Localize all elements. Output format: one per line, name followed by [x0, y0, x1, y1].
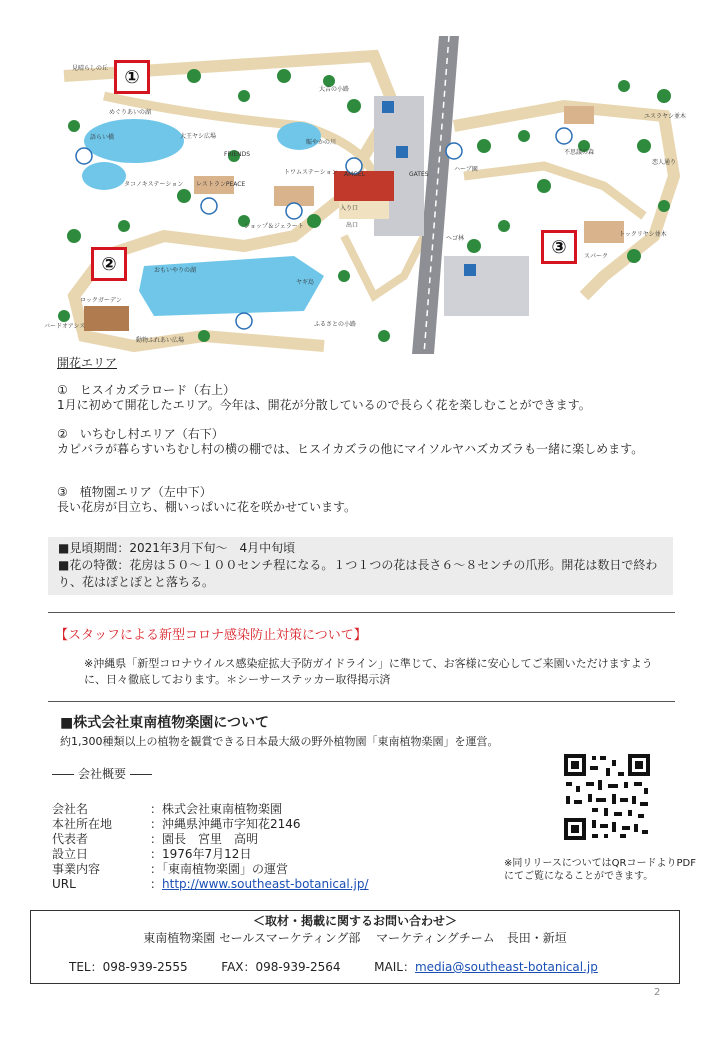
map-label: 大吉の小路 — [319, 86, 350, 93]
qr-note: ※同リリースについてはQRコードよりPDFにてご覧になることができます。 — [504, 858, 696, 882]
divider — [48, 612, 675, 613]
profile-key: URL — [52, 877, 76, 891]
map-label: レストランPEACE — [196, 181, 246, 188]
profile-row — [52, 847, 369, 862]
area-marker-2: ② — [91, 247, 127, 281]
covid-body: ※沖縄県「新型コロナウイルス感染症拡大予防ガイドライン」に準じて、お客様に安心してご来園いただけますように、日々徹底しております。＊シーサーステッカー取得掲示済 — [84, 657, 653, 686]
company-profile — [52, 802, 369, 892]
map-label: ロックガーデン — [80, 297, 122, 304]
profile-value: ：園長 宮里 高明 — [150, 832, 259, 846]
dash-decoration — [52, 774, 74, 775]
contact-title: ＜取材・掲載に関するお問い合わせ＞ — [252, 914, 457, 928]
bloom-period: ■見頃期間：2021年3月下旬～ 4月中旬頃 — [58, 541, 296, 555]
company-description: 約1,300種類以上の植物を観賞できる日本最大級の野外植物園「東南植物楽園」を運営。 — [60, 735, 499, 748]
map-label: 入り口 — [340, 205, 359, 212]
covid-title: 【スタッフによる新型コロナ感染防止対策について】 — [55, 628, 367, 643]
map-label: 語らい橋 — [90, 134, 115, 141]
company-url-link[interactable]: http://www.southeast-botanical.jp/ — [162, 877, 369, 891]
page-number: 2 — [654, 987, 661, 998]
company-overview-title: 会社概要 — [48, 767, 156, 782]
profile-value: ： — [150, 877, 163, 891]
contact-dept: 東南植物楽園 セールスマーケティング部 マーケティングチーム 長田・新垣 — [143, 931, 567, 945]
profile-value: ：1976年7月12日 — [150, 847, 252, 861]
contact-mail-link[interactable]: media@southeast-botanical.jp — [414, 960, 598, 974]
profile-row — [52, 817, 369, 832]
map-label: 出口 — [346, 222, 359, 229]
kaika-item1-body: 1月に初めて開花したエリア。今年は、開花が分散しているので長らく花を楽しむことができます。 — [57, 398, 591, 412]
map-label: 大王ヤシ広場 — [180, 133, 216, 140]
map-label: タコノキステーション — [124, 181, 184, 188]
map-label: FRIENDS — [224, 151, 251, 158]
map-label: 恋人通り — [652, 159, 677, 166]
profile-row — [52, 832, 369, 847]
map-label: スパーク — [584, 253, 609, 260]
profile-row — [52, 877, 369, 892]
profile-row — [52, 862, 369, 877]
map-label: トワムステーション — [284, 169, 338, 176]
map-label: 動物ふれあい広場 — [136, 337, 185, 344]
dash-decoration — [130, 774, 152, 775]
area-marker-3: ③ — [541, 230, 577, 264]
kaika-item2-body: カピバラが暮らすいちむし村の横の棚では、ヒスイカズラの他にマイソルヤハズカズラも一緒に楽しめます。 — [57, 442, 644, 456]
bloom-info-box — [48, 537, 673, 595]
kaika-heading: 開花エリア — [57, 356, 118, 370]
map-label: ふるさとの小路 — [314, 321, 357, 328]
kaika-item3-title: ③ 植物園エリア（左中下） — [57, 485, 212, 499]
map-label: ハーブ園 — [454, 166, 478, 173]
profile-key: 設立日 — [52, 847, 89, 861]
profile-value: ：沖縄県沖縄市字知花2146 — [150, 817, 301, 831]
map-label: トックリヤシ並木 — [619, 231, 667, 238]
map-label: バードオアシス — [44, 323, 86, 330]
profile-row — [52, 802, 369, 817]
map-label: ショップ＆ジェラート — [244, 223, 304, 230]
kaika-item2-title: ② いちむし村エリア（右下） — [57, 427, 224, 441]
map-label: AMGEL — [344, 171, 366, 178]
contact-details — [69, 960, 598, 975]
company-heading: ■株式会社東南植物楽園について — [60, 715, 269, 731]
profile-key: 事業内容 — [52, 862, 101, 876]
contact-fax: FAX：098-939-2564 — [221, 960, 341, 974]
profile-value: ：株式会社東南植物楽園 — [150, 802, 283, 816]
area-marker-1: ① — [114, 60, 150, 94]
map-label: おもいやりの湖 — [154, 267, 197, 274]
profile-key: 本社所在地 — [52, 817, 113, 831]
map-label: 賑やかの川 — [306, 139, 337, 146]
map-label: 見晴らしの丘 — [72, 65, 109, 72]
flower-features: ■花の特徴：花房は５０～１００センチ程になる。１つ１つの花は長さ６～８センチの爪形。開花は数日で終わり、花はぽとぽとと落ちる。 — [58, 558, 658, 589]
map-label: GATES — [409, 171, 429, 178]
map-label: めぐりあいの湖 — [109, 109, 152, 116]
profile-value: ：「東南植物楽園」の運営 — [150, 862, 289, 876]
profile-key: 会社名 — [52, 802, 89, 816]
map-label: 不思議の森 — [564, 149, 595, 156]
qr-code[interactable] — [562, 752, 652, 842]
contact-tel: TEL：098-939-2555 — [69, 960, 188, 974]
kaika-item3-body: 長い花房が目立ち、棚いっぱいに花を咲かせています。 — [57, 500, 357, 514]
profile-key: 代表者 — [52, 832, 89, 846]
kaika-item1-title: ① ヒスイカズラロード（右上） — [57, 383, 236, 397]
map-label: ヤギ島 — [296, 279, 315, 286]
contact-mail-label: MAIL： — [374, 960, 415, 974]
qr-code-icon — [562, 752, 652, 842]
park-map — [44, 36, 690, 354]
map-label: ヘゴ林 — [446, 235, 465, 242]
contact-box — [30, 910, 680, 984]
divider — [48, 701, 675, 702]
map-label: ユスラヤシ並木 — [644, 113, 686, 120]
